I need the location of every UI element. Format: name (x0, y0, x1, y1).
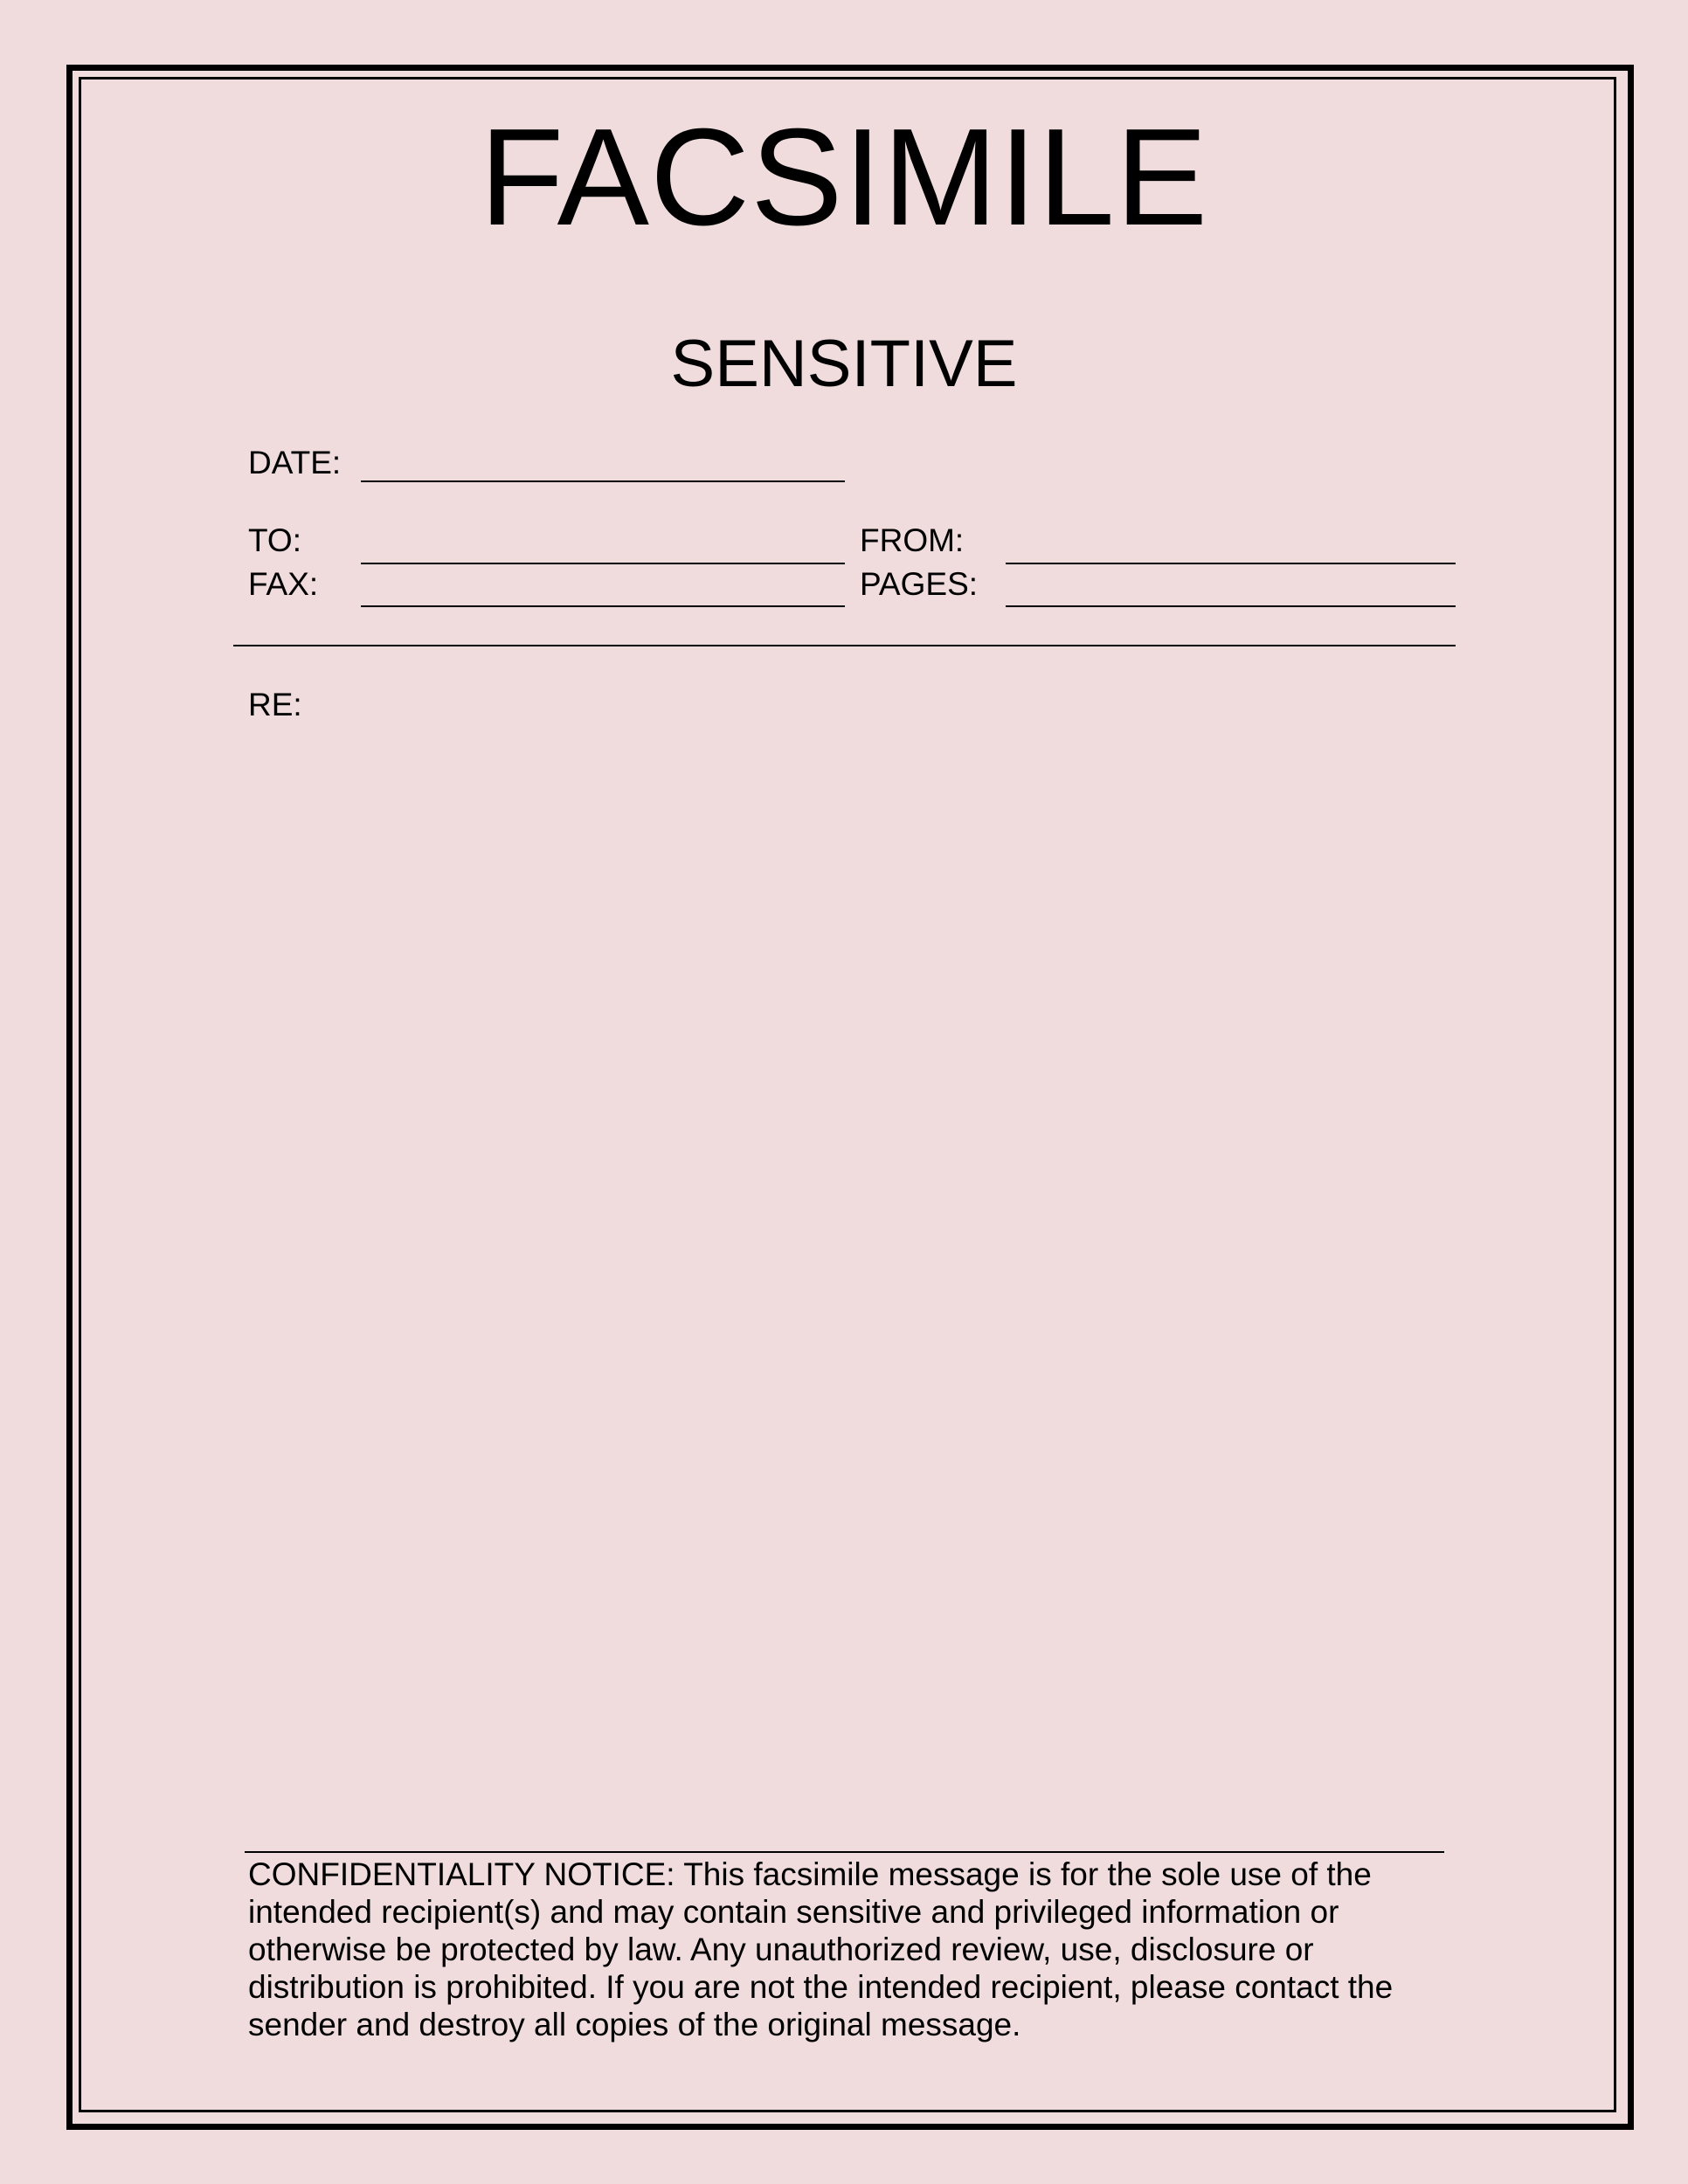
header-separator (233, 645, 1456, 646)
notice-line: otherwise be protected by law. Any unauthorized review, use, disclosure or (248, 1932, 1314, 1967)
re-label: RE: (248, 687, 302, 722)
from-label: FROM: (860, 522, 965, 558)
from-field-line[interactable] (1006, 563, 1456, 564)
fax-field-line[interactable] (361, 605, 845, 607)
pages-label: PAGES: (860, 566, 979, 602)
notice-line: CONFIDENTIALITY NOTICE: This facsimile message is for the sole use of the (248, 1856, 1372, 1892)
pages-field-line[interactable] (1006, 605, 1456, 607)
notice-separator (245, 1851, 1444, 1853)
fax-label: FAX: (248, 566, 319, 602)
notice-line: distribution is prohibited. If you are not the intended recipient, please contact the (248, 1969, 1394, 2005)
date-field-line[interactable] (361, 480, 845, 482)
document-title: FACSIMILE (479, 100, 1209, 254)
notice-line: intended recipient(s) and may contain sensitive and privileged information or (248, 1894, 1339, 1930)
to-field-line[interactable] (361, 563, 845, 564)
to-label: TO: (248, 522, 301, 558)
confidentiality-notice (248, 1856, 1454, 2043)
document-subtitle: SENSITIVE (670, 327, 1018, 401)
message-body-area[interactable] (248, 734, 1454, 1835)
date-label: DATE: (248, 445, 342, 480)
notice-line: sender and destroy all copies of the original message. (248, 2007, 1021, 2042)
